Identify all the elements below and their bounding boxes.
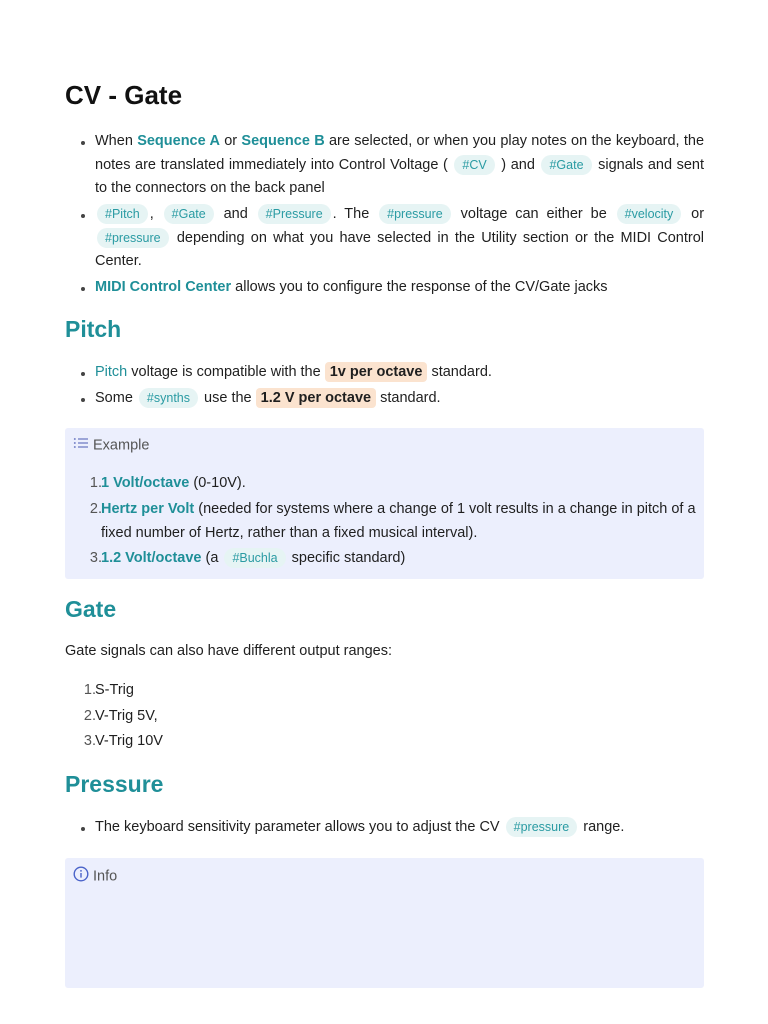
page-title: CV - Gate — [65, 80, 183, 110]
info-callout — [65, 858, 704, 988]
text: or — [224, 133, 238, 149]
midi-control-center-link[interactable]: MIDI Control Center — [95, 279, 232, 295]
text: Some — [95, 390, 133, 406]
text: range. — [583, 819, 625, 835]
text: are selected, or when you play notes on the keyboard, the notes are translated immediately into Control Voltage ( — [95, 133, 705, 173]
text: V-Trig 5V, — [95, 707, 158, 724]
pressure-list — [65, 816, 704, 842]
item-term: Hertz per Volt — [101, 500, 195, 517]
callout-title — [73, 436, 149, 455]
text: The keyboard sensitivity parameter allows you to adjust the CV — [95, 819, 500, 835]
text: V-Trig 10V — [95, 733, 163, 749]
text: use the — [204, 390, 252, 406]
sequence-a-link[interactable]: Sequence A — [137, 133, 220, 149]
list-item — [65, 203, 704, 274]
tag-gate[interactable]: #Gate — [541, 155, 591, 175]
highlight: 1v per octave — [325, 362, 428, 382]
item-term: 1.2 Volt/octave — [101, 550, 202, 566]
pitch-link[interactable]: Pitch — [95, 364, 128, 380]
text: signals and sent to the connectors on the back panel — [95, 156, 705, 196]
text: . The — [332, 206, 370, 222]
callout-label: Example — [93, 437, 150, 454]
gate-list — [65, 678, 704, 755]
text: standard. — [380, 390, 441, 406]
info-icon — [73, 866, 89, 887]
item-number: 1 . — [65, 678, 96, 702]
item-number: 1 . — [71, 471, 102, 495]
callout-title — [73, 866, 117, 887]
text: voltage is compatible with the — [131, 364, 321, 380]
text: or — [691, 206, 705, 222]
list-item — [65, 678, 704, 702]
text: voltage can either be — [460, 206, 607, 222]
text: depending on what you have selected in the Utility section or the MIDI Control Center. — [95, 229, 705, 269]
tag-pressure[interactable]: #pressure — [506, 817, 578, 837]
list-icon — [73, 436, 89, 455]
tag-pressure[interactable]: #Pressure — [258, 204, 331, 224]
tag-buchla[interactable]: #Buchla — [224, 548, 285, 568]
list-item — [65, 387, 704, 411]
item-number: 3 . — [71, 546, 102, 570]
section-heading-pitch: Pitch — [65, 316, 122, 342]
tag-synths[interactable]: #synths — [139, 388, 198, 408]
text: ) and — [501, 156, 535, 173]
text: , — [149, 206, 154, 222]
list-item — [65, 704, 704, 728]
text: When — [95, 133, 133, 149]
item-number: 2 . — [71, 497, 102, 521]
list-item — [65, 816, 704, 840]
list-item — [71, 546, 698, 570]
tag-pressure[interactable]: #pressure — [379, 204, 451, 224]
example-list — [71, 471, 698, 572]
text: standard. — [431, 364, 492, 380]
list-item — [65, 130, 704, 201]
tag-cv[interactable]: #CV — [454, 155, 494, 175]
list-item — [65, 729, 704, 753]
gate-intro: Gate signals can also have different output ranges: — [65, 643, 393, 659]
section-heading-gate: Gate — [65, 596, 117, 622]
text: and — [223, 206, 248, 222]
text: specific standard) — [291, 550, 406, 566]
example-callout — [65, 428, 704, 579]
list-item — [71, 497, 698, 545]
text: (needed for systems where a change of 1 volt results in a change in pitch of a fixed number of Hertz, rather than a fixed musical interval). — [101, 500, 696, 541]
item-term: 1 Volt/octave — [101, 475, 190, 491]
item-number: 3 . — [65, 729, 96, 753]
intro-list — [65, 130, 704, 302]
tag-pressure[interactable]: #pressure — [97, 228, 169, 248]
tag-pitch[interactable]: #Pitch — [97, 204, 148, 224]
tag-gate[interactable]: #Gate — [164, 204, 214, 224]
list-item — [65, 276, 704, 300]
text: allows you to configure the response of the CV/Gate jacks — [235, 279, 608, 295]
highlight: 1.2 V per octave — [256, 388, 376, 408]
sequence-b-link[interactable]: Sequence B — [241, 133, 325, 149]
item-number: 2 . — [65, 704, 96, 728]
list-item — [65, 361, 704, 385]
pitch-list — [65, 361, 704, 413]
list-item — [71, 471, 698, 495]
text: (a — [205, 550, 219, 566]
text: (0-10V). — [193, 475, 246, 491]
callout-label: Info — [93, 868, 118, 885]
tag-velocity[interactable]: #velocity — [617, 204, 682, 224]
section-heading-pressure: Pressure — [65, 771, 164, 797]
text: S-Trig — [95, 682, 134, 698]
